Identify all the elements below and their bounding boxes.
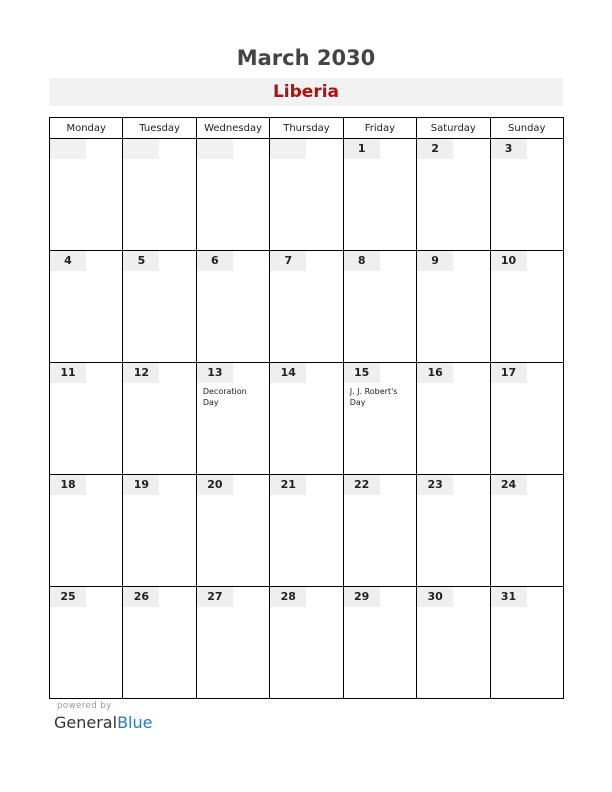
- day-cell[interactable]: [490, 139, 563, 251]
- day-cell-content: [270, 475, 342, 586]
- day-number: 6: [197, 251, 233, 271]
- day-number: 24: [491, 475, 527, 495]
- day-cell-content: [270, 251, 342, 362]
- weekday-header-row: [50, 118, 564, 139]
- day-number: [197, 139, 233, 159]
- day-cell-content: [50, 363, 122, 474]
- day-cell[interactable]: [196, 251, 269, 363]
- day-cell-content: [270, 363, 342, 474]
- day-cell[interactable]: [417, 475, 490, 587]
- day-cell[interactable]: [123, 251, 196, 363]
- day-cell[interactable]: [50, 587, 123, 699]
- day-cell-content: [197, 587, 269, 698]
- day-cell-content: [417, 363, 489, 474]
- day-cell-content: [270, 587, 342, 698]
- day-cell[interactable]: [123, 363, 196, 475]
- day-number: [50, 139, 86, 159]
- brand-logo-general: General: [54, 713, 118, 732]
- day-number: 5: [123, 251, 159, 271]
- day-number: 21: [270, 475, 306, 495]
- holiday-label: Decoration Day: [202, 387, 247, 407]
- day-cell-content: [417, 587, 489, 698]
- day-cell[interactable]: [343, 475, 416, 587]
- day-number: 2: [417, 139, 453, 159]
- day-cell[interactable]: [123, 587, 196, 699]
- day-cell[interactable]: [270, 475, 343, 587]
- day-cell[interactable]: [196, 139, 269, 251]
- day-cell[interactable]: [417, 139, 490, 251]
- day-cell-content: [197, 139, 269, 250]
- day-number: [123, 139, 159, 159]
- day-number: 15: [344, 363, 380, 383]
- day-cell[interactable]: [490, 587, 563, 699]
- day-cell-content: [50, 251, 122, 362]
- day-cell[interactable]: [50, 363, 123, 475]
- day-cell[interactable]: [50, 251, 123, 363]
- day-cell[interactable]: [270, 363, 343, 475]
- country-name: Liberia: [272, 82, 340, 102]
- day-number: 29: [344, 587, 380, 607]
- weekday-header: Sunday: [490, 118, 563, 139]
- day-cell[interactable]: [196, 363, 269, 475]
- week-row: [50, 475, 564, 587]
- day-number: 9: [417, 251, 453, 271]
- weekday-header: Friday: [343, 118, 416, 139]
- day-number: 26: [123, 587, 159, 607]
- weekday-header: Saturday: [417, 118, 490, 139]
- day-cell-content: [123, 139, 195, 250]
- day-cell-content: [197, 475, 269, 586]
- day-number: 30: [417, 587, 453, 607]
- day-cell-content: [123, 475, 195, 586]
- day-number: 3: [491, 139, 527, 159]
- day-cell-content: [491, 587, 563, 698]
- day-cell[interactable]: [343, 363, 416, 475]
- day-cell-content: [344, 251, 416, 362]
- day-number: 28: [270, 587, 306, 607]
- day-cell-content: [50, 139, 122, 250]
- day-cell-content: [50, 475, 122, 586]
- brand-logo-blue: Blue: [117, 713, 153, 732]
- day-number: 7: [270, 251, 306, 271]
- day-number: 8: [344, 251, 380, 271]
- day-number: 18: [50, 475, 86, 495]
- day-cell-content: [197, 363, 269, 474]
- day-cell[interactable]: [343, 251, 416, 363]
- day-number: 4: [50, 251, 86, 271]
- weekday-header: Monday: [50, 118, 123, 139]
- day-cell-content: [50, 587, 122, 698]
- week-row: [50, 587, 564, 699]
- day-cell[interactable]: [50, 139, 123, 251]
- powered-by-label: powered by: [57, 701, 112, 711]
- day-cell[interactable]: [196, 475, 269, 587]
- day-number: 31: [491, 587, 527, 607]
- day-cell[interactable]: [270, 587, 343, 699]
- day-cell[interactable]: [123, 139, 196, 251]
- day-number: 22: [344, 475, 380, 495]
- holiday-label: J. J. Robert's Day: [349, 387, 398, 407]
- day-number: 19: [123, 475, 159, 495]
- day-number: 14: [270, 363, 306, 383]
- day-cell-content: [491, 139, 563, 250]
- brand-logo[interactable]: [54, 713, 152, 732]
- weekday-header: Wednesday: [196, 118, 269, 139]
- day-cell-content: [344, 475, 416, 586]
- day-number: 12: [123, 363, 159, 383]
- day-cell-content: [123, 363, 195, 474]
- weekday-header: Tuesday: [123, 118, 196, 139]
- day-cell-content: [344, 363, 416, 474]
- day-number: 23: [417, 475, 453, 495]
- day-number: 17: [491, 363, 527, 383]
- weekday-header: Thursday: [270, 118, 343, 139]
- day-number: 10: [491, 251, 527, 271]
- country-banner: [49, 78, 563, 106]
- day-cell[interactable]: [343, 587, 416, 699]
- day-cell-content: [491, 363, 563, 474]
- day-cell[interactable]: [490, 251, 563, 363]
- week-row: [50, 251, 564, 363]
- day-cell[interactable]: [270, 251, 343, 363]
- calendar-grid: [49, 117, 564, 699]
- day-number: 1: [344, 139, 380, 159]
- day-cell[interactable]: [417, 251, 490, 363]
- day-number: 27: [197, 587, 233, 607]
- day-cell-content: [417, 251, 489, 362]
- day-cell-content: [123, 587, 195, 698]
- day-cell[interactable]: [417, 587, 490, 699]
- day-cell[interactable]: [490, 475, 563, 587]
- day-cell-content: [197, 251, 269, 362]
- day-number: 13: [197, 363, 233, 383]
- day-number: 11: [50, 363, 86, 383]
- day-number: 16: [417, 363, 453, 383]
- day-cell[interactable]: [270, 139, 343, 251]
- day-number: 20: [197, 475, 233, 495]
- day-cell-content: [417, 139, 489, 250]
- week-row: [50, 139, 564, 251]
- day-cell-content: [270, 139, 342, 250]
- page-title: March 2030: [236, 46, 376, 70]
- day-cell-content: [344, 587, 416, 698]
- day-cell[interactable]: [50, 475, 123, 587]
- day-cell[interactable]: [196, 587, 269, 699]
- day-cell[interactable]: [417, 363, 490, 475]
- week-row: [50, 363, 564, 475]
- day-cell-content: [491, 475, 563, 586]
- day-cell-content: [123, 251, 195, 362]
- day-number: [270, 139, 306, 159]
- day-cell-content: [491, 251, 563, 362]
- day-number: 25: [50, 587, 86, 607]
- day-cell[interactable]: [123, 475, 196, 587]
- day-cell[interactable]: [490, 363, 563, 475]
- day-cell[interactable]: [343, 139, 416, 251]
- day-cell-content: [344, 139, 416, 250]
- day-cell-content: [417, 475, 489, 586]
